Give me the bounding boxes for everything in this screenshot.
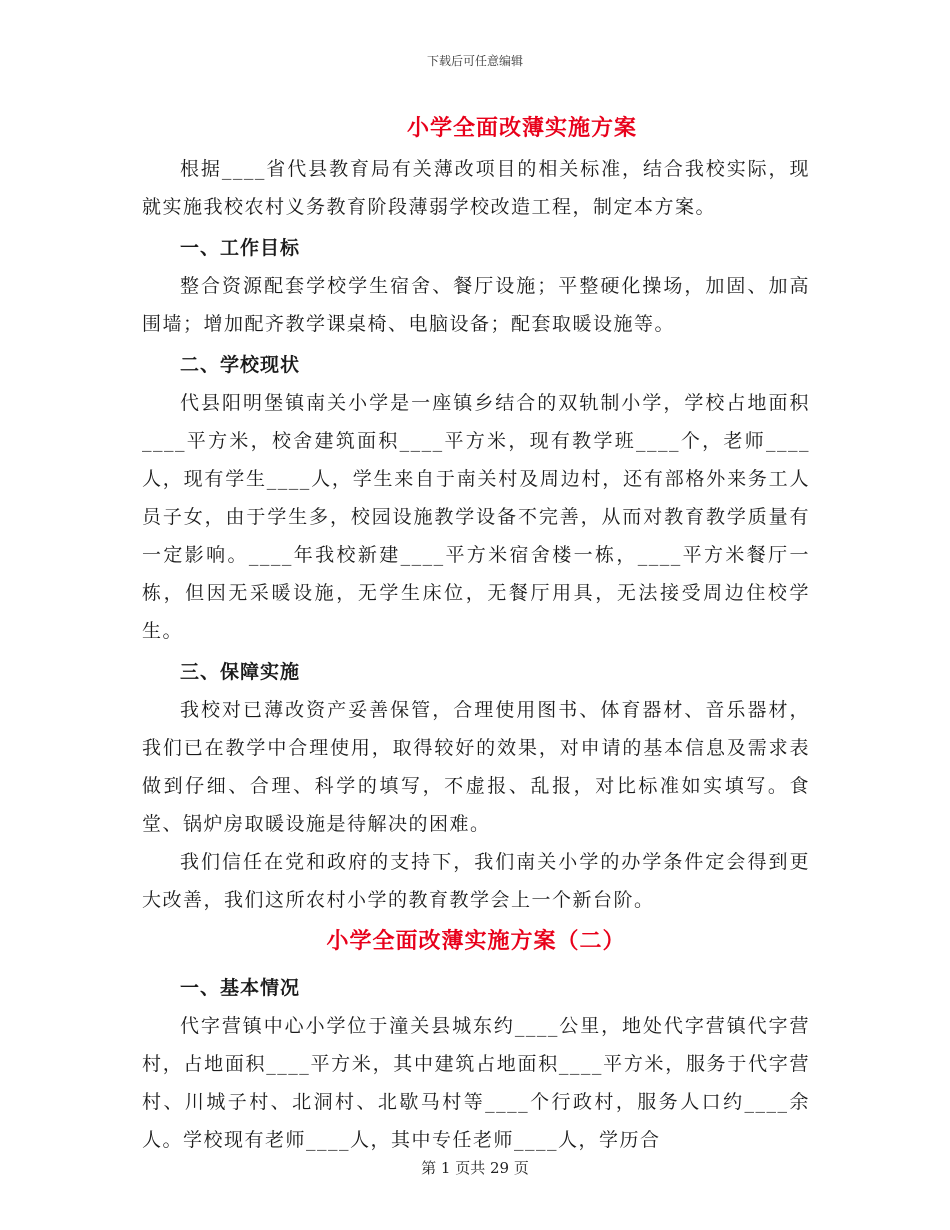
intro-paragraph: 根据____省代县教育局有关薄改项目的相关标准，结合我校实际，现就实施我校农村义务教育阶段薄弱学校改造工程，制定本方案。 xyxy=(142,158,810,218)
document-title: 小学全面改薄实施方案 xyxy=(406,116,637,141)
page-header-note: 下载后可任意编辑 xyxy=(426,54,523,68)
section-heading-status: 二、学校现状 xyxy=(180,354,301,376)
document-body xyxy=(142,112,810,1159)
section-heading-basics: 一、基本情况 xyxy=(180,977,301,999)
basics-paragraph: 代字营镇中心小学位于潼关县城东约____公里，地处代字营镇代字营村，占地面积____平方米，其中建筑占地面积____平方米，服务于代字营村、川城子村、北洞村、北歇马村等____个行政村，服务人口约____余人。学校现有老师____人，其中专任老师____人，学历合 xyxy=(142,1015,810,1151)
closing-paragraph: 我们信任在党和政府的支持下，我们南关小学的办学条件定会得到更大改善，我们这所农村小学的教育教学会上一个新台阶。 xyxy=(142,851,810,911)
document-title-part-two: 小学全面改薄实施方案（二） xyxy=(326,929,626,954)
implementation-paragraph: 我校对已薄改资产妥善保管，合理使用图书、体育器材、音乐器材，我们已在教学中合理使用，取得较好的效果，对申请的基本信息及需求表做到仔细、合理、科学的填写，不虚报、乱报，对比标准如实填写。食堂、锅炉房取暖设施是待解决的困难。 xyxy=(142,699,810,835)
status-paragraph: 代县阳明堡镇南关小学是一座镇乡结合的双轨制小学，学校占地面积____平方米，校舍建筑面积____平方米，现有教学班____个，老师____人，现有学生____人，学生来自于南关村及周边村，还有部格外来务工人员子女，由于学生多，校园设施教学设备不完善，从而对教育教学质量有一定影响。____年我校新建____平方米宿舍楼一栋，____平方米餐厅一栋，但因无采暖设施，无学生床位，无餐厅用具，无法接受周边住校学生。 xyxy=(142,392,810,642)
section-heading-goals: 一、工作目标 xyxy=(180,237,301,259)
section-heading-implementation: 三、保障实施 xyxy=(180,661,301,683)
goals-paragraph: 整合资源配套学校学生宿舍、餐厅设施；平整硬化操场，加固、加高围墙；增加配齐教学课桌椅、电脑设备；配套取暖设施等。 xyxy=(142,275,810,335)
page-number: 第 1 页共 29 页 xyxy=(421,1159,529,1177)
